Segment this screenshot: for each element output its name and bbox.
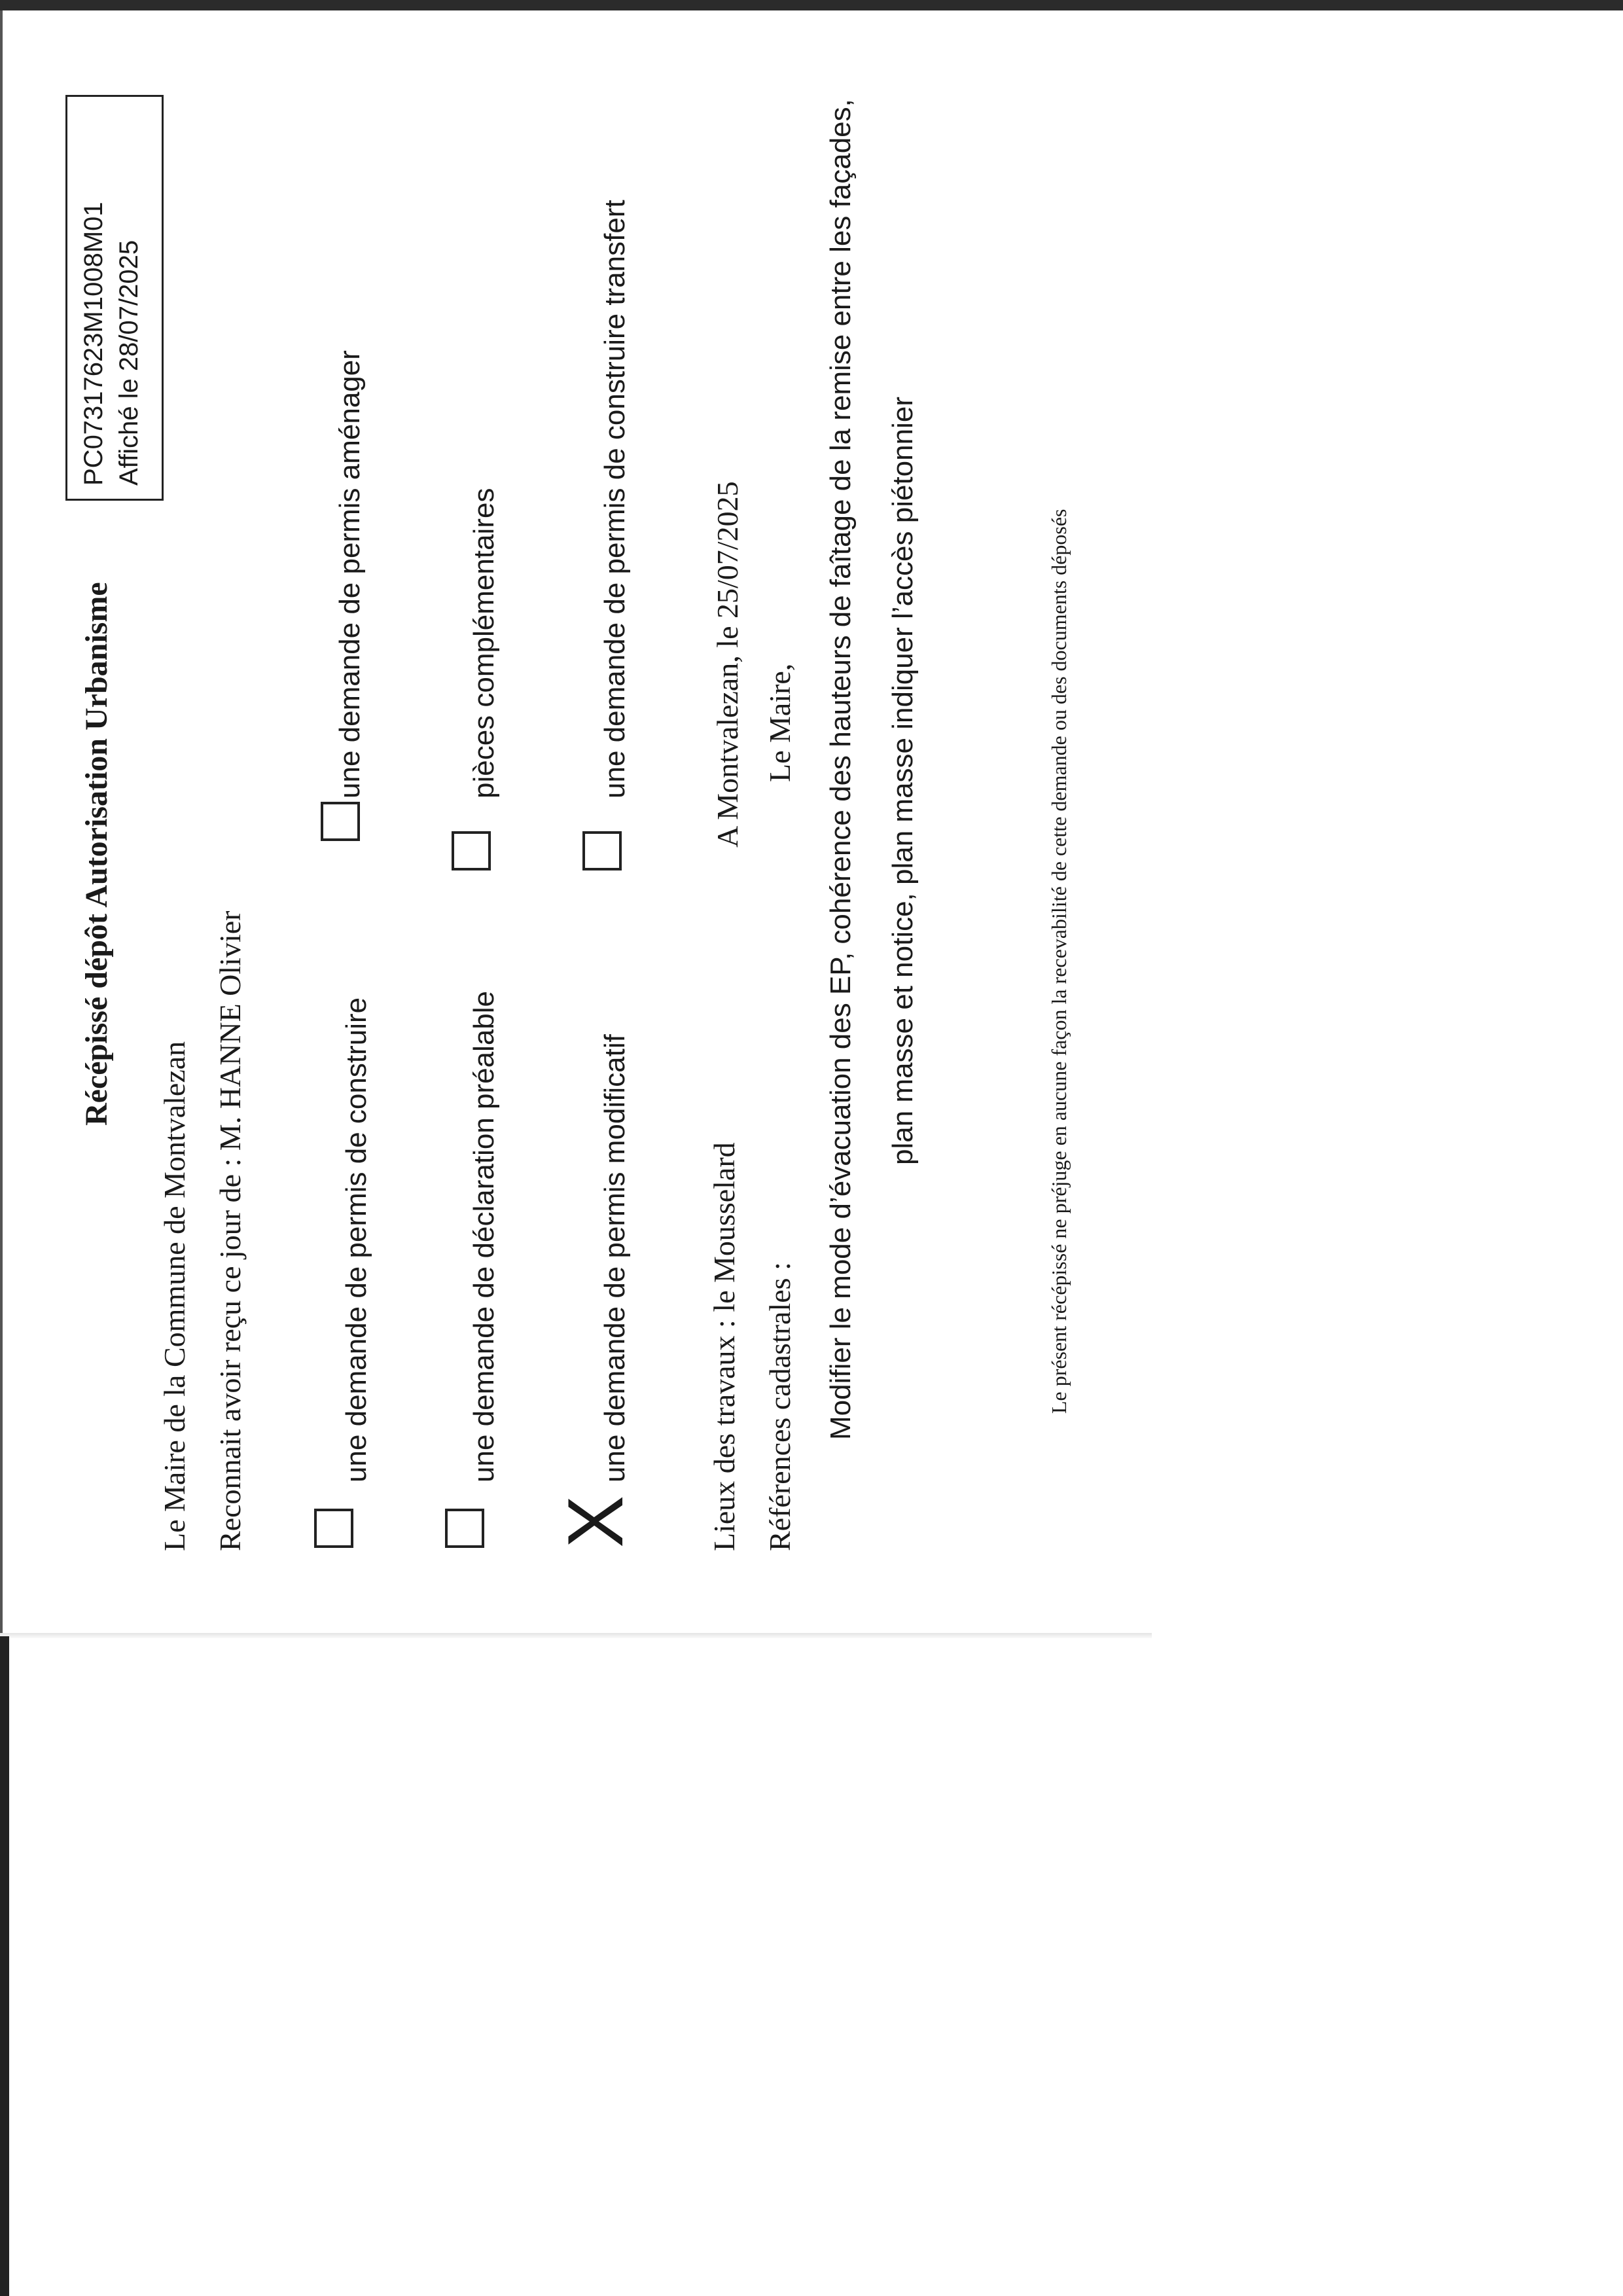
option-permis-transfert: une demande de permis de construire transfert xyxy=(599,200,631,798)
document-title: Récépissé dépôt Autorisation Urbanisme xyxy=(79,582,114,1126)
reference-box xyxy=(65,95,164,501)
intro-received-from: Reconnait avoir reçu ce jour de : M. HANNE Olivier xyxy=(213,910,247,1551)
intro-mayor: Le Maire de la Commune de Montvalezan xyxy=(158,1041,191,1551)
scan-left-dark-edge xyxy=(0,1636,9,2296)
checkbox-pieces-complementaires[interactable] xyxy=(452,831,491,870)
option-permis-modificatif: une demande de permis modificatif xyxy=(599,1034,631,1482)
option-pieces-complementaires: pièces complémentaires xyxy=(468,488,500,798)
reference-number: PC07317623M1008M01 xyxy=(79,202,108,486)
cadastral-references: Références cadastrales : xyxy=(763,1262,796,1551)
option-declaration-prealable: une demande de déclaration préalable xyxy=(468,990,500,1482)
option-permis-construire: une demande de permis de construire xyxy=(340,997,372,1482)
place-and-date: A Montvalezan, le 25/07/2025 xyxy=(711,481,744,848)
works-location: Lieux des travaux : le Mousselard xyxy=(707,1142,741,1551)
checkbox-declaration-prealable[interactable] xyxy=(445,1509,484,1548)
description-line-2: plan masse et notice, plan masse indiquer l’accès piétonnier xyxy=(887,397,919,1165)
disclaimer: Le présent récépissé ne préjuge en aucune façon la recevabilité de cette demande ou des documents déposés xyxy=(1047,509,1071,1414)
checkbox-permis-modificatif-checked[interactable]: X xyxy=(552,1495,639,1548)
posted-date: Affiché le 28/07/2025 xyxy=(115,240,143,486)
description-line-1: Modifier le mode d’évacuation des EP, cohérence des hauteurs de faîtage de la remise entre les façades, xyxy=(825,99,857,1440)
option-permis-amenager: une demande de permis aménager xyxy=(334,350,366,798)
checkbox-permis-transfert[interactable] xyxy=(582,831,622,870)
checkbox-permis-amenager[interactable] xyxy=(321,802,360,841)
signatory: Le Maire, xyxy=(763,663,796,782)
scan-top-edge xyxy=(0,0,1623,10)
receipt-document xyxy=(0,13,1152,1636)
checkbox-permis-construire[interactable] xyxy=(314,1509,353,1548)
